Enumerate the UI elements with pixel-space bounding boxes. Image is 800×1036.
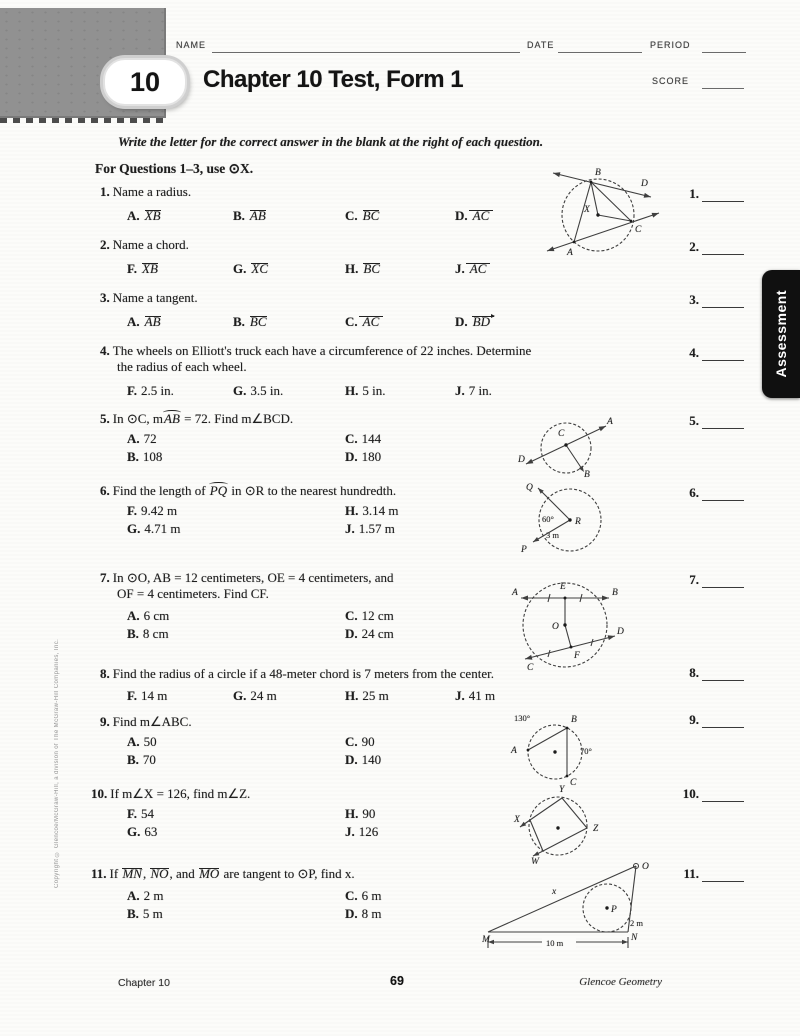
answer-line xyxy=(702,715,744,728)
chapter-number: 10 xyxy=(129,66,161,97)
circle-x-diagram xyxy=(541,163,666,271)
question-8 xyxy=(100,666,496,703)
answer-blank-4: 4. xyxy=(668,345,744,361)
label-a: A xyxy=(512,588,518,598)
question-9-text: 9. Find m∠ABC. xyxy=(100,714,192,729)
label-o: O xyxy=(642,862,649,872)
option-j: J. 1.57 m xyxy=(345,521,395,536)
circle-o-diagram xyxy=(505,568,625,678)
option-c: C. AC xyxy=(345,314,380,329)
label-n: N xyxy=(631,933,638,943)
label-angle-60: 60° xyxy=(542,514,554,524)
inscribed-angle-diagram xyxy=(509,710,601,786)
date-blank-line xyxy=(558,51,642,53)
label-o: O xyxy=(552,622,559,632)
tangent-triangle-diagram xyxy=(482,858,654,950)
option-h: H. 25 m xyxy=(345,688,389,703)
question-6-text: 6. Find the length of PQ in ⊙R to the nearest hundredth. xyxy=(100,483,397,498)
question-11 xyxy=(91,866,382,921)
question-7 xyxy=(100,570,394,641)
answer-line xyxy=(702,242,744,255)
option-h: H. BC xyxy=(345,261,380,276)
label-d: D xyxy=(518,455,525,465)
section-heading: For Questions 1–3, use ⊙X. xyxy=(95,161,254,176)
label-y: Y xyxy=(559,785,565,795)
question-5-text: 5. In ⊙C, mAB = 72. Find m∠BCD. xyxy=(100,411,294,426)
label-m: M xyxy=(482,935,490,945)
label-b: B xyxy=(571,715,577,725)
label-x: x xyxy=(552,887,557,897)
question-2-text: 2. Name a chord. xyxy=(100,237,189,252)
question-3-text: 3. Name a tangent. xyxy=(100,290,198,305)
answer-line xyxy=(702,789,744,802)
answer-line xyxy=(702,416,744,429)
option-f: F. 9.42 m xyxy=(127,503,178,518)
option-h: H. 90 xyxy=(345,806,376,821)
chapter-badge xyxy=(103,58,187,106)
option-d: D. 8 m xyxy=(345,906,382,921)
label-a: A xyxy=(511,746,517,756)
answer-blank-6: 6. xyxy=(668,485,744,501)
question-5 xyxy=(100,411,382,464)
answer-line xyxy=(702,295,744,308)
label-10m: 10 m xyxy=(546,938,564,948)
option-g: G. 24 m xyxy=(233,688,277,703)
label-c: C xyxy=(570,778,577,786)
answer-blank-10: 10. xyxy=(668,786,744,802)
label-c: C xyxy=(635,225,642,235)
option-g: G. XC xyxy=(233,261,268,276)
answer-blank-2: 2. xyxy=(668,239,744,255)
footer-book-title: Glencoe Geometry xyxy=(579,976,662,988)
option-h: H. 5 in. xyxy=(345,383,386,398)
question-4 xyxy=(100,343,532,398)
option-b: B. 5 m xyxy=(127,906,163,921)
assessment-tab-label: Assessment xyxy=(773,290,789,378)
option-c: C. 90 xyxy=(345,734,375,749)
score-label: SCORE xyxy=(652,76,690,86)
label-arc-130: 130° xyxy=(514,713,531,723)
name-label: NAME xyxy=(176,40,207,50)
option-a: A. XB xyxy=(127,208,161,223)
answer-blank-7: 7. xyxy=(668,572,744,588)
label-radius-3m: 3 m xyxy=(546,530,559,540)
answer-blank-8: 8. xyxy=(668,665,744,681)
option-b: B. 8 cm xyxy=(127,626,169,641)
circle-r-diagram xyxy=(514,480,612,558)
option-b: B. AB xyxy=(233,208,266,223)
question-9 xyxy=(100,714,382,767)
label-f: F xyxy=(574,651,580,661)
question-10 xyxy=(91,786,379,839)
option-b: B. BC xyxy=(233,314,267,329)
answer-blank-9: 9. xyxy=(668,712,744,728)
option-h: H. 3.14 m xyxy=(345,503,399,518)
option-d: D. 180 xyxy=(345,449,382,464)
question-8-text: 8. Find the radius of a circle if a 48-meter chord is 7 meters from the center. xyxy=(100,666,494,681)
footer-chapter: Chapter 10 xyxy=(118,977,170,989)
label-d: D xyxy=(641,179,648,189)
answer-blank-1: 1. xyxy=(668,186,744,202)
footer-page-number: 69 xyxy=(390,974,404,988)
label-p: P xyxy=(611,905,617,915)
option-f: F. 14 m xyxy=(127,688,168,703)
assessment-tab xyxy=(762,270,800,398)
option-g: G. 3.5 in. xyxy=(233,383,284,398)
option-c: C. 144 xyxy=(345,431,382,446)
option-d: D. 24 cm xyxy=(345,626,394,641)
option-d: D. 140 xyxy=(345,752,382,767)
label-b: B xyxy=(584,470,590,478)
option-a: A. 50 xyxy=(127,734,157,749)
question-4-text-line2: the radius of each wheel. xyxy=(117,359,247,374)
label-p: P xyxy=(521,545,527,555)
answer-line xyxy=(702,488,744,501)
option-b: B. 70 xyxy=(127,752,156,767)
question-1 xyxy=(100,184,490,223)
label-b: B xyxy=(595,168,601,178)
question-11-text: 11. If MN, NO, and MO are tangent to ⊙P, find x. xyxy=(91,866,355,881)
option-f: F. XB xyxy=(127,261,158,276)
label-d: D xyxy=(617,627,624,637)
date-label: DATE xyxy=(527,40,555,50)
option-g: G. 4.71 m xyxy=(127,521,181,536)
option-c: C. BC xyxy=(345,208,380,223)
option-j: J. 126 xyxy=(345,824,379,839)
label-b: B xyxy=(612,588,618,598)
question-2 xyxy=(100,237,487,276)
option-j: J. AC xyxy=(455,261,487,276)
option-d: D. AC xyxy=(455,208,490,223)
option-j: J. 41 m xyxy=(455,688,496,703)
question-10-text: 10. If m∠X = 126, find m∠Z. xyxy=(91,786,251,801)
label-x: X xyxy=(514,815,520,825)
option-g: G. 63 xyxy=(127,824,158,839)
answer-line xyxy=(702,668,744,681)
question-number: 1. xyxy=(100,184,110,199)
question-3 xyxy=(100,290,490,329)
period-label: PERIOD xyxy=(650,40,691,50)
option-b: B. 108 xyxy=(127,449,163,464)
question-7-text-line2: OF = 4 centimeters. Find CF. xyxy=(117,586,269,601)
option-f: F. 2.5 in. xyxy=(127,383,174,398)
answer-blank-5: 5. xyxy=(668,413,744,429)
circle-c-diagram xyxy=(518,416,614,478)
label-a: A xyxy=(567,248,573,258)
page-title: Chapter 10 Test, Form 1 xyxy=(203,66,464,93)
question-6 xyxy=(100,483,399,536)
label-arc-70: 70° xyxy=(580,746,592,756)
cyclic-quadrilateral-diagram xyxy=(508,784,608,864)
label-2m: 2 m xyxy=(630,918,643,928)
option-c: C. 6 m xyxy=(345,888,382,903)
answer-line xyxy=(702,348,744,361)
perforation-dashes xyxy=(0,118,166,123)
answer-blank-3: 3. xyxy=(668,292,744,308)
answer-line xyxy=(702,869,744,882)
instruction-text: Write the letter for the correct answer in the blank at the right of each question. xyxy=(118,134,544,149)
answer-line xyxy=(702,189,744,202)
label-e: E xyxy=(560,582,566,592)
answer-blank-11: 11. xyxy=(668,866,744,882)
option-c: C. 12 cm xyxy=(345,608,394,623)
option-f: F. 54 xyxy=(127,806,154,821)
copyright-vertical-text: Copyright © Glencoe/McGraw-Hill, a division of The McGraw-Hill Companies, Inc. xyxy=(54,638,60,888)
label-z: Z xyxy=(593,824,599,834)
option-a: A. 2 m xyxy=(127,888,164,903)
option-a: A. 6 cm xyxy=(127,608,170,623)
label-q: Q xyxy=(526,483,533,493)
label-x: X xyxy=(584,205,590,215)
answer-line xyxy=(702,575,744,588)
option-a: A. 72 xyxy=(127,431,157,446)
option-j: J. 7 in. xyxy=(455,383,492,398)
score-blank-line xyxy=(702,87,744,89)
label-c: C xyxy=(527,663,534,673)
option-d: D. BD xyxy=(455,314,490,329)
label-c: C xyxy=(558,429,565,439)
question-1-text: 1. Name a radius. xyxy=(100,184,192,199)
question-4-text: 4. The wheels on Elliott's truck each have a circumference of 22 inches. Determine xyxy=(100,343,532,358)
label-w: W xyxy=(531,857,539,864)
name-blank-line xyxy=(212,51,520,53)
option-a: A. AB xyxy=(127,314,161,329)
label-r: R xyxy=(575,517,581,527)
period-blank-line xyxy=(702,51,746,53)
label-a: A xyxy=(607,417,613,427)
question-7-text: 7. In ⊙O, AB = 12 centimeters, OE = 4 centimeters, and xyxy=(100,570,394,585)
